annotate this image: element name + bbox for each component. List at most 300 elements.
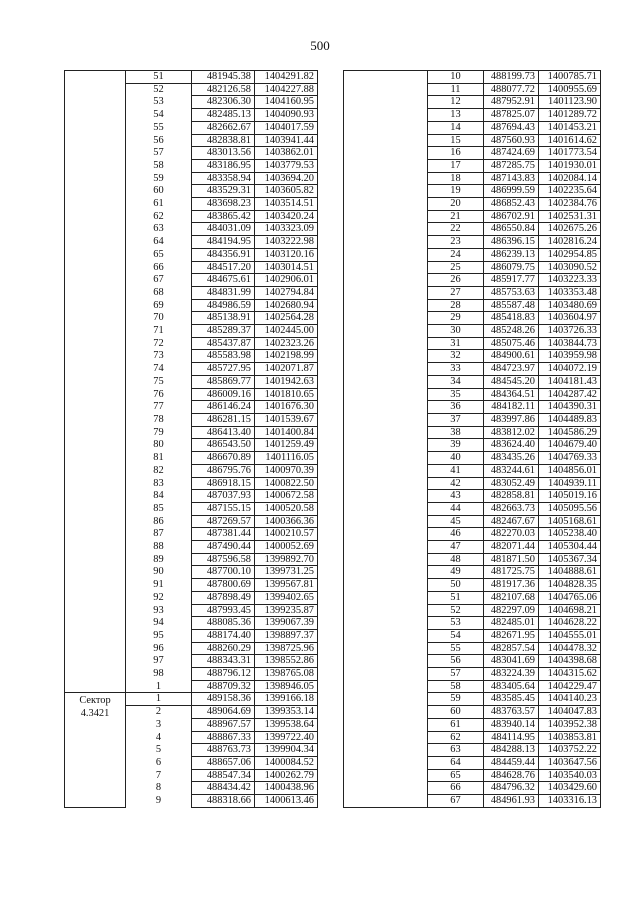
y-coordinate-cell: 1401453.21 bbox=[539, 121, 601, 134]
x-coordinate-cell: 487952.91 bbox=[484, 96, 539, 109]
point-number-cell: 11 bbox=[428, 83, 484, 96]
y-coordinate-cell: 1402954.85 bbox=[539, 248, 601, 261]
y-coordinate-cell: 1400822.50 bbox=[255, 477, 318, 490]
x-coordinate-cell: 487596.58 bbox=[192, 553, 255, 566]
point-number-cell: 36 bbox=[428, 401, 484, 414]
point-number-cell: 71 bbox=[126, 325, 192, 338]
point-number-cell: 34 bbox=[428, 375, 484, 388]
x-coordinate-cell: 483358.94 bbox=[192, 172, 255, 185]
point-number-cell: 57 bbox=[126, 147, 192, 160]
y-coordinate-cell: 1405238.40 bbox=[539, 528, 601, 541]
x-coordinate-cell: 483812.02 bbox=[484, 426, 539, 439]
y-coordinate-cell: 1399731.25 bbox=[255, 566, 318, 579]
y-coordinate-cell: 1400052.69 bbox=[255, 541, 318, 554]
y-coordinate-cell: 1402816.24 bbox=[539, 236, 601, 249]
y-coordinate-cell: 1404287.42 bbox=[539, 388, 601, 401]
x-coordinate-cell: 484545.20 bbox=[484, 375, 539, 388]
y-coordinate-cell: 1400262.79 bbox=[255, 769, 318, 782]
point-number-cell: 25 bbox=[428, 261, 484, 274]
point-number-cell: 35 bbox=[428, 388, 484, 401]
x-coordinate-cell: 481945.38 bbox=[192, 71, 255, 84]
x-coordinate-cell: 488260.29 bbox=[192, 642, 255, 655]
point-number-cell: 1 bbox=[126, 680, 192, 693]
point-number-cell: 75 bbox=[126, 375, 192, 388]
y-coordinate-cell: 1404090.93 bbox=[255, 109, 318, 122]
y-coordinate-cell: 1404555.01 bbox=[539, 629, 601, 642]
point-number-cell: 12 bbox=[428, 96, 484, 109]
y-coordinate-cell: 1402198.99 bbox=[255, 350, 318, 363]
y-coordinate-cell: 1403752.22 bbox=[539, 744, 601, 757]
point-number-cell: 14 bbox=[428, 121, 484, 134]
x-coordinate-cell: 487037.93 bbox=[192, 490, 255, 503]
y-coordinate-cell: 1399353.14 bbox=[255, 706, 318, 719]
point-number-cell: 56 bbox=[126, 134, 192, 147]
point-number-cell: 7 bbox=[126, 769, 192, 782]
y-coordinate-cell: 1398897.37 bbox=[255, 629, 318, 642]
x-coordinate-cell: 486543.50 bbox=[192, 439, 255, 452]
point-number-cell: 54 bbox=[126, 109, 192, 122]
y-coordinate-cell: 1403694.20 bbox=[255, 172, 318, 185]
x-coordinate-cell: 485753.63 bbox=[484, 286, 539, 299]
y-coordinate-cell: 1403959.98 bbox=[539, 350, 601, 363]
y-coordinate-cell: 1399235.87 bbox=[255, 604, 318, 617]
y-coordinate-cell: 1404072.19 bbox=[539, 363, 601, 376]
y-coordinate-cell: 1403353.48 bbox=[539, 286, 601, 299]
point-number-cell: 86 bbox=[126, 515, 192, 528]
sector-label-cell: Сектор 4.3421 bbox=[65, 693, 126, 807]
x-coordinate-cell: 489064.69 bbox=[192, 706, 255, 719]
point-number-cell: 41 bbox=[428, 464, 484, 477]
point-number-cell: 23 bbox=[428, 236, 484, 249]
x-coordinate-cell: 486239.13 bbox=[484, 248, 539, 261]
coordinates-table-left bbox=[64, 70, 318, 808]
y-coordinate-cell: 1403222.98 bbox=[255, 236, 318, 249]
point-number-cell: 22 bbox=[428, 223, 484, 236]
x-coordinate-cell: 483224.39 bbox=[484, 668, 539, 681]
x-coordinate-cell: 483865.42 bbox=[192, 210, 255, 223]
point-number-cell: 37 bbox=[428, 413, 484, 426]
x-coordinate-cell: 488657.06 bbox=[192, 756, 255, 769]
y-coordinate-cell: 1404489.83 bbox=[539, 413, 601, 426]
point-number-cell: 55 bbox=[428, 642, 484, 655]
point-number-cell: 66 bbox=[126, 261, 192, 274]
y-coordinate-cell: 1403862.01 bbox=[255, 147, 318, 160]
point-number-cell: 84 bbox=[126, 490, 192, 503]
point-number-cell: 13 bbox=[428, 109, 484, 122]
y-coordinate-cell: 1401400.84 bbox=[255, 426, 318, 439]
point-number-cell: 72 bbox=[126, 337, 192, 350]
y-coordinate-cell: 1403726.33 bbox=[539, 325, 601, 338]
point-number-cell: 80 bbox=[126, 439, 192, 452]
point-number-cell: 16 bbox=[428, 147, 484, 160]
point-number-cell: 45 bbox=[428, 515, 484, 528]
x-coordinate-cell: 482838.81 bbox=[192, 134, 255, 147]
x-coordinate-cell: 486702.91 bbox=[484, 210, 539, 223]
y-coordinate-cell: 1399904.34 bbox=[255, 744, 318, 757]
point-number-cell: 47 bbox=[428, 541, 484, 554]
x-coordinate-cell: 484986.59 bbox=[192, 299, 255, 312]
y-coordinate-cell: 1404140.23 bbox=[539, 693, 601, 706]
point-number-cell: 26 bbox=[428, 274, 484, 287]
point-number-cell: 95 bbox=[126, 629, 192, 642]
y-coordinate-cell: 1403853.81 bbox=[539, 731, 601, 744]
x-coordinate-cell: 486009.16 bbox=[192, 388, 255, 401]
y-coordinate-cell: 1400438.96 bbox=[255, 782, 318, 795]
x-coordinate-cell: 483624.40 bbox=[484, 439, 539, 452]
x-coordinate-cell: 482663.73 bbox=[484, 502, 539, 515]
y-coordinate-cell: 1404828.35 bbox=[539, 579, 601, 592]
point-number-cell: 43 bbox=[428, 490, 484, 503]
point-number-cell: 32 bbox=[428, 350, 484, 363]
point-number-cell: 58 bbox=[428, 680, 484, 693]
x-coordinate-cell: 482071.44 bbox=[484, 541, 539, 554]
point-number-cell: 64 bbox=[126, 236, 192, 249]
y-coordinate-cell: 1404478.32 bbox=[539, 642, 601, 655]
point-number-cell: 42 bbox=[428, 477, 484, 490]
x-coordinate-cell: 488763.73 bbox=[192, 744, 255, 757]
y-coordinate-cell: 1400210.57 bbox=[255, 528, 318, 541]
x-coordinate-cell: 484900.61 bbox=[484, 350, 539, 363]
x-coordinate-cell: 487269.57 bbox=[192, 515, 255, 528]
x-coordinate-cell: 481725.75 bbox=[484, 566, 539, 579]
x-coordinate-cell: 483940.14 bbox=[484, 718, 539, 731]
x-coordinate-cell: 489158.36 bbox=[192, 693, 255, 706]
y-coordinate-cell: 1403316.13 bbox=[539, 795, 601, 808]
point-number-cell: 8 bbox=[126, 782, 192, 795]
point-number-cell: 63 bbox=[428, 744, 484, 757]
x-coordinate-cell: 483013.56 bbox=[192, 147, 255, 160]
x-coordinate-cell: 483997.86 bbox=[484, 413, 539, 426]
y-coordinate-cell: 1402675.26 bbox=[539, 223, 601, 236]
y-coordinate-cell: 1402384.76 bbox=[539, 198, 601, 211]
x-coordinate-cell: 488547.34 bbox=[192, 769, 255, 782]
y-coordinate-cell: 1401539.67 bbox=[255, 413, 318, 426]
y-coordinate-cell: 1404017.59 bbox=[255, 121, 318, 134]
y-coordinate-cell: 1403429.60 bbox=[539, 782, 601, 795]
y-coordinate-cell: 1404586.29 bbox=[539, 426, 601, 439]
x-coordinate-cell: 488343.31 bbox=[192, 655, 255, 668]
y-coordinate-cell: 1398946.05 bbox=[255, 680, 318, 693]
y-coordinate-cell: 1403223.33 bbox=[539, 274, 601, 287]
y-coordinate-cell: 1403420.24 bbox=[255, 210, 318, 223]
x-coordinate-cell: 486918.15 bbox=[192, 477, 255, 490]
x-coordinate-cell: 484459.44 bbox=[484, 756, 539, 769]
y-coordinate-cell: 1401123.90 bbox=[539, 96, 601, 109]
x-coordinate-cell: 484675.61 bbox=[192, 274, 255, 287]
y-coordinate-cell: 1405095.56 bbox=[539, 502, 601, 515]
point-number-cell: 30 bbox=[428, 325, 484, 338]
table-row bbox=[344, 71, 601, 84]
point-number-cell: 5 bbox=[126, 744, 192, 757]
y-coordinate-cell: 1404856.01 bbox=[539, 464, 601, 477]
y-coordinate-cell: 1400970.39 bbox=[255, 464, 318, 477]
point-number-cell: 60 bbox=[126, 185, 192, 198]
x-coordinate-cell: 483763.57 bbox=[484, 706, 539, 719]
coordinates-table-right bbox=[343, 70, 601, 808]
y-coordinate-cell: 1401942.63 bbox=[255, 375, 318, 388]
point-number-cell: 21 bbox=[428, 210, 484, 223]
point-number-cell: 59 bbox=[126, 172, 192, 185]
point-number-cell: 67 bbox=[428, 795, 484, 808]
point-number-cell: 88 bbox=[126, 541, 192, 554]
x-coordinate-cell: 482671.95 bbox=[484, 629, 539, 642]
x-coordinate-cell: 487560.93 bbox=[484, 134, 539, 147]
x-coordinate-cell: 486281.15 bbox=[192, 413, 255, 426]
y-coordinate-cell: 1399538.64 bbox=[255, 718, 318, 731]
y-coordinate-cell: 1403647.56 bbox=[539, 756, 601, 769]
point-number-cell: 20 bbox=[428, 198, 484, 211]
y-coordinate-cell: 1405019.16 bbox=[539, 490, 601, 503]
y-coordinate-cell: 1401773.54 bbox=[539, 147, 601, 160]
point-number-cell: 24 bbox=[428, 248, 484, 261]
x-coordinate-cell: 487993.45 bbox=[192, 604, 255, 617]
y-coordinate-cell: 1405367.34 bbox=[539, 553, 601, 566]
point-number-cell: 53 bbox=[428, 617, 484, 630]
point-number-cell: 67 bbox=[126, 274, 192, 287]
x-coordinate-cell: 482857.54 bbox=[484, 642, 539, 655]
point-number-cell: 92 bbox=[126, 591, 192, 604]
x-coordinate-cell: 481871.50 bbox=[484, 553, 539, 566]
x-coordinate-cell: 485138.91 bbox=[192, 312, 255, 325]
x-coordinate-cell: 487285.75 bbox=[484, 159, 539, 172]
y-coordinate-cell: 1400955.69 bbox=[539, 83, 601, 96]
y-coordinate-cell: 1404765.06 bbox=[539, 591, 601, 604]
point-number-cell: 62 bbox=[428, 731, 484, 744]
point-number-cell: 40 bbox=[428, 452, 484, 465]
x-coordinate-cell: 483435.26 bbox=[484, 452, 539, 465]
y-coordinate-cell: 1399402.65 bbox=[255, 591, 318, 604]
y-coordinate-cell: 1400613.46 bbox=[255, 795, 318, 808]
x-coordinate-cell: 482858.81 bbox=[484, 490, 539, 503]
y-coordinate-cell: 1398765.08 bbox=[255, 668, 318, 681]
y-coordinate-cell: 1399567.81 bbox=[255, 579, 318, 592]
point-number-cell: 82 bbox=[126, 464, 192, 477]
x-coordinate-cell: 487700.10 bbox=[192, 566, 255, 579]
x-coordinate-cell: 487898.49 bbox=[192, 591, 255, 604]
y-coordinate-cell: 1404291.82 bbox=[255, 71, 318, 84]
x-coordinate-cell: 484182.11 bbox=[484, 401, 539, 414]
y-coordinate-cell: 1403604.97 bbox=[539, 312, 601, 325]
y-coordinate-cell: 1404698.21 bbox=[539, 604, 601, 617]
point-number-cell: 52 bbox=[126, 83, 192, 96]
y-coordinate-cell: 1403779.53 bbox=[255, 159, 318, 172]
x-coordinate-cell: 481917.36 bbox=[484, 579, 539, 592]
x-coordinate-cell: 485727.95 bbox=[192, 363, 255, 376]
x-coordinate-cell: 484723.97 bbox=[484, 363, 539, 376]
x-coordinate-cell: 483244.61 bbox=[484, 464, 539, 477]
point-number-cell: 39 bbox=[428, 439, 484, 452]
y-coordinate-cell: 1405304.44 bbox=[539, 541, 601, 554]
point-number-cell: 55 bbox=[126, 121, 192, 134]
point-number-cell: 3 bbox=[126, 718, 192, 731]
x-coordinate-cell: 487825.07 bbox=[484, 109, 539, 122]
y-coordinate-cell: 1402084.14 bbox=[539, 172, 601, 185]
y-coordinate-cell: 1404160.95 bbox=[255, 96, 318, 109]
point-number-cell: 50 bbox=[428, 579, 484, 592]
x-coordinate-cell: 485248.26 bbox=[484, 325, 539, 338]
y-coordinate-cell: 1402323.26 bbox=[255, 337, 318, 350]
x-coordinate-cell: 482662.67 bbox=[192, 121, 255, 134]
point-number-cell: 53 bbox=[126, 96, 192, 109]
point-number-cell: 18 bbox=[428, 172, 484, 185]
x-coordinate-cell: 487694.43 bbox=[484, 121, 539, 134]
x-coordinate-cell: 484356.91 bbox=[192, 248, 255, 261]
page-number: 500 bbox=[310, 38, 330, 53]
point-number-cell: 15 bbox=[428, 134, 484, 147]
x-coordinate-cell: 483405.64 bbox=[484, 680, 539, 693]
y-coordinate-cell: 1405168.61 bbox=[539, 515, 601, 528]
x-coordinate-cell: 486079.75 bbox=[484, 261, 539, 274]
y-coordinate-cell: 1403941.44 bbox=[255, 134, 318, 147]
point-number-cell: 68 bbox=[126, 286, 192, 299]
x-coordinate-cell: 485075.46 bbox=[484, 337, 539, 350]
x-coordinate-cell: 488199.73 bbox=[484, 71, 539, 84]
y-coordinate-cell: 1402071.87 bbox=[255, 363, 318, 376]
x-coordinate-cell: 484114.95 bbox=[484, 731, 539, 744]
y-coordinate-cell: 1402794.84 bbox=[255, 286, 318, 299]
point-number-cell: 6 bbox=[126, 756, 192, 769]
x-coordinate-cell: 485289.37 bbox=[192, 325, 255, 338]
y-coordinate-cell: 1399722.40 bbox=[255, 731, 318, 744]
point-number-cell: 57 bbox=[428, 668, 484, 681]
y-coordinate-cell: 1403844.73 bbox=[539, 337, 601, 350]
y-coordinate-cell: 1400672.58 bbox=[255, 490, 318, 503]
y-coordinate-cell: 1403540.03 bbox=[539, 769, 601, 782]
x-coordinate-cell: 482485.13 bbox=[192, 109, 255, 122]
point-number-cell: 51 bbox=[126, 71, 192, 84]
x-coordinate-cell: 487155.15 bbox=[192, 502, 255, 515]
y-coordinate-cell: 1401810.65 bbox=[255, 388, 318, 401]
object-label-cell bbox=[65, 71, 126, 693]
x-coordinate-cell: 485437.87 bbox=[192, 337, 255, 350]
point-number-cell: 93 bbox=[126, 604, 192, 617]
object-label-cell bbox=[344, 71, 428, 808]
y-coordinate-cell: 1399166.18 bbox=[255, 693, 318, 706]
point-number-cell: 76 bbox=[126, 388, 192, 401]
y-coordinate-cell: 1403120.16 bbox=[255, 248, 318, 261]
y-coordinate-cell: 1404315.62 bbox=[539, 668, 601, 681]
point-number-cell: 94 bbox=[126, 617, 192, 630]
y-coordinate-cell: 1400084.52 bbox=[255, 756, 318, 769]
x-coordinate-cell: 488434.42 bbox=[192, 782, 255, 795]
x-coordinate-cell: 484628.76 bbox=[484, 769, 539, 782]
y-coordinate-cell: 1404390.31 bbox=[539, 401, 601, 414]
y-coordinate-cell: 1398725.96 bbox=[255, 642, 318, 655]
point-number-cell: 61 bbox=[428, 718, 484, 731]
y-coordinate-cell: 1402235.64 bbox=[539, 185, 601, 198]
point-number-cell: 38 bbox=[428, 426, 484, 439]
x-coordinate-cell: 485587.48 bbox=[484, 299, 539, 312]
point-number-cell: 56 bbox=[428, 655, 484, 668]
y-coordinate-cell: 1404679.40 bbox=[539, 439, 601, 452]
point-number-cell: 2 bbox=[126, 706, 192, 719]
x-coordinate-cell: 486413.40 bbox=[192, 426, 255, 439]
point-number-cell: 83 bbox=[126, 477, 192, 490]
x-coordinate-cell: 488085.36 bbox=[192, 617, 255, 630]
x-coordinate-cell: 486852.43 bbox=[484, 198, 539, 211]
x-coordinate-cell: 485869.77 bbox=[192, 375, 255, 388]
point-number-cell: 65 bbox=[126, 248, 192, 261]
y-coordinate-cell: 1404939.11 bbox=[539, 477, 601, 490]
x-coordinate-cell: 488318.66 bbox=[192, 795, 255, 808]
y-coordinate-cell: 1401116.05 bbox=[255, 452, 318, 465]
y-coordinate-cell: 1400366.36 bbox=[255, 515, 318, 528]
point-number-cell: 79 bbox=[126, 426, 192, 439]
x-coordinate-cell: 484831.99 bbox=[192, 286, 255, 299]
x-coordinate-cell: 487381.44 bbox=[192, 528, 255, 541]
point-number-cell: 66 bbox=[428, 782, 484, 795]
point-number-cell: 90 bbox=[126, 566, 192, 579]
y-coordinate-cell: 1399892.70 bbox=[255, 553, 318, 566]
point-number-cell: 51 bbox=[428, 591, 484, 604]
y-coordinate-cell: 1403480.69 bbox=[539, 299, 601, 312]
point-number-cell: 4 bbox=[126, 731, 192, 744]
coordinates-table-left-body bbox=[65, 71, 318, 808]
y-coordinate-cell: 1403090.52 bbox=[539, 261, 601, 274]
x-coordinate-cell: 484961.93 bbox=[484, 795, 539, 808]
point-number-cell: 85 bbox=[126, 502, 192, 515]
x-coordinate-cell: 484031.09 bbox=[192, 223, 255, 236]
y-coordinate-cell: 1404047.83 bbox=[539, 706, 601, 719]
point-number-cell: 65 bbox=[428, 769, 484, 782]
x-coordinate-cell: 483186.95 bbox=[192, 159, 255, 172]
y-coordinate-cell: 1404888.61 bbox=[539, 566, 601, 579]
y-coordinate-cell: 1404628.22 bbox=[539, 617, 601, 630]
point-number-cell: 62 bbox=[126, 210, 192, 223]
y-coordinate-cell: 1403323.09 bbox=[255, 223, 318, 236]
point-number-cell: 81 bbox=[126, 452, 192, 465]
x-coordinate-cell: 487490.44 bbox=[192, 541, 255, 554]
x-coordinate-cell: 486670.89 bbox=[192, 452, 255, 465]
x-coordinate-cell: 483698.23 bbox=[192, 198, 255, 211]
x-coordinate-cell: 486550.84 bbox=[484, 223, 539, 236]
y-coordinate-cell: 1402531.31 bbox=[539, 210, 601, 223]
x-coordinate-cell: 482306.30 bbox=[192, 96, 255, 109]
x-coordinate-cell: 487143.83 bbox=[484, 172, 539, 185]
y-coordinate-cell: 1404398.68 bbox=[539, 655, 601, 668]
y-coordinate-cell: 1402680.94 bbox=[255, 299, 318, 312]
point-number-cell: 9 bbox=[126, 795, 192, 808]
x-coordinate-cell: 483041.69 bbox=[484, 655, 539, 668]
point-number-cell: 96 bbox=[126, 642, 192, 655]
y-coordinate-cell: 1401259.49 bbox=[255, 439, 318, 452]
y-coordinate-cell: 1402906.01 bbox=[255, 274, 318, 287]
point-number-cell: 28 bbox=[428, 299, 484, 312]
x-coordinate-cell: 486795.76 bbox=[192, 464, 255, 477]
x-coordinate-cell: 485418.83 bbox=[484, 312, 539, 325]
x-coordinate-cell: 488174.40 bbox=[192, 629, 255, 642]
y-coordinate-cell: 1404181.43 bbox=[539, 375, 601, 388]
coordinates-table-right-body bbox=[344, 71, 601, 808]
point-number-cell: 52 bbox=[428, 604, 484, 617]
y-coordinate-cell: 1401676.30 bbox=[255, 401, 318, 414]
x-coordinate-cell: 487424.69 bbox=[484, 147, 539, 160]
y-coordinate-cell: 1402445.00 bbox=[255, 325, 318, 338]
x-coordinate-cell: 488796.12 bbox=[192, 668, 255, 681]
point-number-cell: 10 bbox=[428, 71, 484, 84]
x-coordinate-cell: 484194.95 bbox=[192, 236, 255, 249]
point-number-cell: 98 bbox=[126, 668, 192, 681]
x-coordinate-cell: 484288.13 bbox=[484, 744, 539, 757]
y-coordinate-cell: 1401930.01 bbox=[539, 159, 601, 172]
table-row bbox=[65, 693, 318, 706]
y-coordinate-cell: 1403952.38 bbox=[539, 718, 601, 731]
y-coordinate-cell: 1399067.39 bbox=[255, 617, 318, 630]
point-number-cell: 73 bbox=[126, 350, 192, 363]
y-coordinate-cell: 1404229.47 bbox=[539, 680, 601, 693]
x-coordinate-cell: 482297.09 bbox=[484, 604, 539, 617]
point-number-cell: 33 bbox=[428, 363, 484, 376]
